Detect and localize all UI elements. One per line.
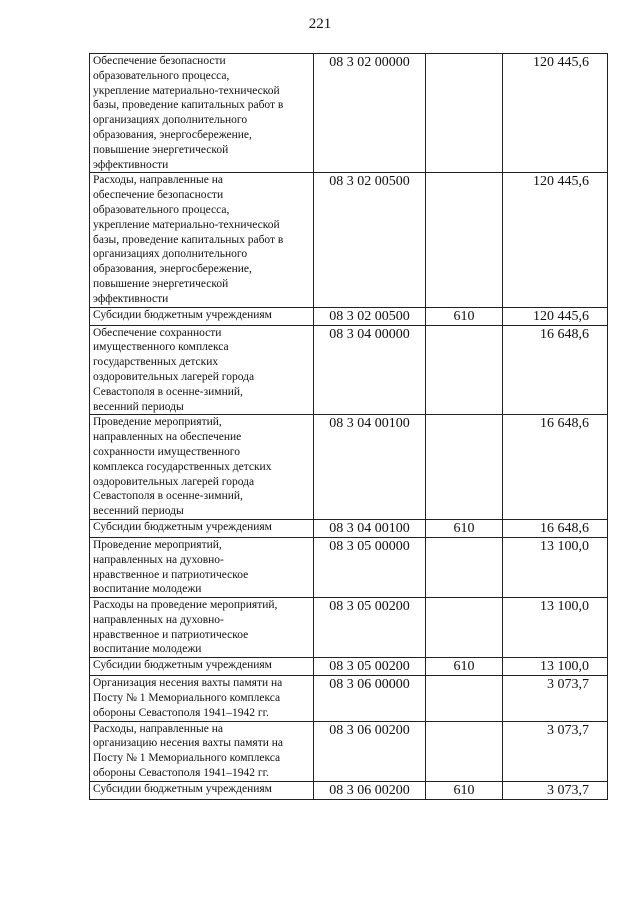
expense-type-code bbox=[426, 721, 503, 781]
expense-name: Расходы, направленные на обеспечение безопасности образовательного процесса, укрепление материально-технической базы, проведение капитальных работ в организациях дополнительного образования, энергосбережение, повышение энергетической эффективности bbox=[90, 173, 314, 307]
amount: 120 445,6 bbox=[503, 173, 608, 307]
amount: 16 648,6 bbox=[503, 415, 608, 520]
expense-type-code bbox=[426, 54, 503, 173]
expense-type-code bbox=[426, 415, 503, 520]
target-code: 08 3 02 00500 bbox=[314, 307, 426, 325]
table-row bbox=[90, 598, 608, 658]
target-code: 08 3 02 00500 bbox=[314, 173, 426, 307]
expense-type-code: 610 bbox=[426, 519, 503, 537]
expense-name: Организация несения вахты памяти на Посту № 1 Мемориального комплекса обороны Севастополя 1941–1942 гг. bbox=[90, 676, 314, 721]
table-row bbox=[90, 781, 608, 799]
target-code: 08 3 05 00200 bbox=[314, 658, 426, 676]
expense-name: Проведение мероприятий, направленных на духовно- нравственное и патриотическое воспитание молодежи bbox=[90, 537, 314, 597]
amount: 13 100,0 bbox=[503, 537, 608, 597]
target-code: 08 3 06 00200 bbox=[314, 781, 426, 799]
table-row bbox=[90, 676, 608, 721]
expense-type-code: 610 bbox=[426, 307, 503, 325]
expense-type-code bbox=[426, 537, 503, 597]
table-row bbox=[90, 415, 608, 520]
target-code: 08 3 05 00000 bbox=[314, 537, 426, 597]
expense-type-code bbox=[426, 325, 503, 415]
table-row bbox=[90, 658, 608, 676]
table-row bbox=[90, 173, 608, 307]
target-code: 08 3 05 00200 bbox=[314, 598, 426, 658]
amount: 3 073,7 bbox=[503, 721, 608, 781]
table-row bbox=[90, 519, 608, 537]
expense-name: Субсидии бюджетным учреждениям bbox=[90, 781, 314, 799]
target-code: 08 3 02 00000 bbox=[314, 54, 426, 173]
expense-name: Обеспечение сохранности имущественного комплекса государственных детских оздоровительных лагерей города Севастополя в осенне-зимний, весенний периоды bbox=[90, 325, 314, 415]
amount: 120 445,6 bbox=[503, 54, 608, 173]
amount: 3 073,7 bbox=[503, 676, 608, 721]
table-row bbox=[90, 54, 608, 173]
target-code: 08 3 04 00100 bbox=[314, 415, 426, 520]
amount: 13 100,0 bbox=[503, 598, 608, 658]
budget-table-body bbox=[90, 54, 608, 800]
expense-type-code bbox=[426, 173, 503, 307]
expense-name: Проведение мероприятий, направленных на обеспечение сохранности имущественного комплекса государственных детских оздоровительных лагерей города Севастополя в осенне-зимний, весенний периоды bbox=[90, 415, 314, 520]
target-code: 08 3 06 00200 bbox=[314, 721, 426, 781]
target-code: 08 3 06 00000 bbox=[314, 676, 426, 721]
table-row bbox=[90, 307, 608, 325]
page-number: 221 bbox=[308, 16, 332, 32]
target-code: 08 3 04 00100 bbox=[314, 519, 426, 537]
expense-type-code: 610 bbox=[426, 781, 503, 799]
amount: 3 073,7 bbox=[503, 781, 608, 799]
expense-name: Субсидии бюджетным учреждениям bbox=[90, 658, 314, 676]
expense-name: Субсидии бюджетным учреждениям bbox=[90, 519, 314, 537]
expense-type-code bbox=[426, 676, 503, 721]
amount: 13 100,0 bbox=[503, 658, 608, 676]
expense-name: Расходы на проведение мероприятий, направленных на духовно- нравственное и патриотическое воспитание молодежи bbox=[90, 598, 314, 658]
budget-table bbox=[89, 53, 608, 800]
amount: 120 445,6 bbox=[503, 307, 608, 325]
expense-name: Обеспечение безопасности образовательного процесса, укрепление материально-технической базы, проведение капитальных работ в организациях дополнительного образования, энергосбережение, повышение энергетической эффективности bbox=[90, 54, 314, 173]
table-row bbox=[90, 325, 608, 415]
expense-name: Субсидии бюджетным учреждениям bbox=[90, 307, 314, 325]
expense-type-code: 610 bbox=[426, 658, 503, 676]
table-row bbox=[90, 537, 608, 597]
target-code: 08 3 04 00000 bbox=[314, 325, 426, 415]
amount: 16 648,6 bbox=[503, 325, 608, 415]
amount: 16 648,6 bbox=[503, 519, 608, 537]
expense-name: Расходы, направленные на организацию несения вахты памяти на Посту № 1 Мемориального комплекса обороны Севастополя 1941–1942 гг. bbox=[90, 721, 314, 781]
table-row bbox=[90, 721, 608, 781]
expense-type-code bbox=[426, 598, 503, 658]
